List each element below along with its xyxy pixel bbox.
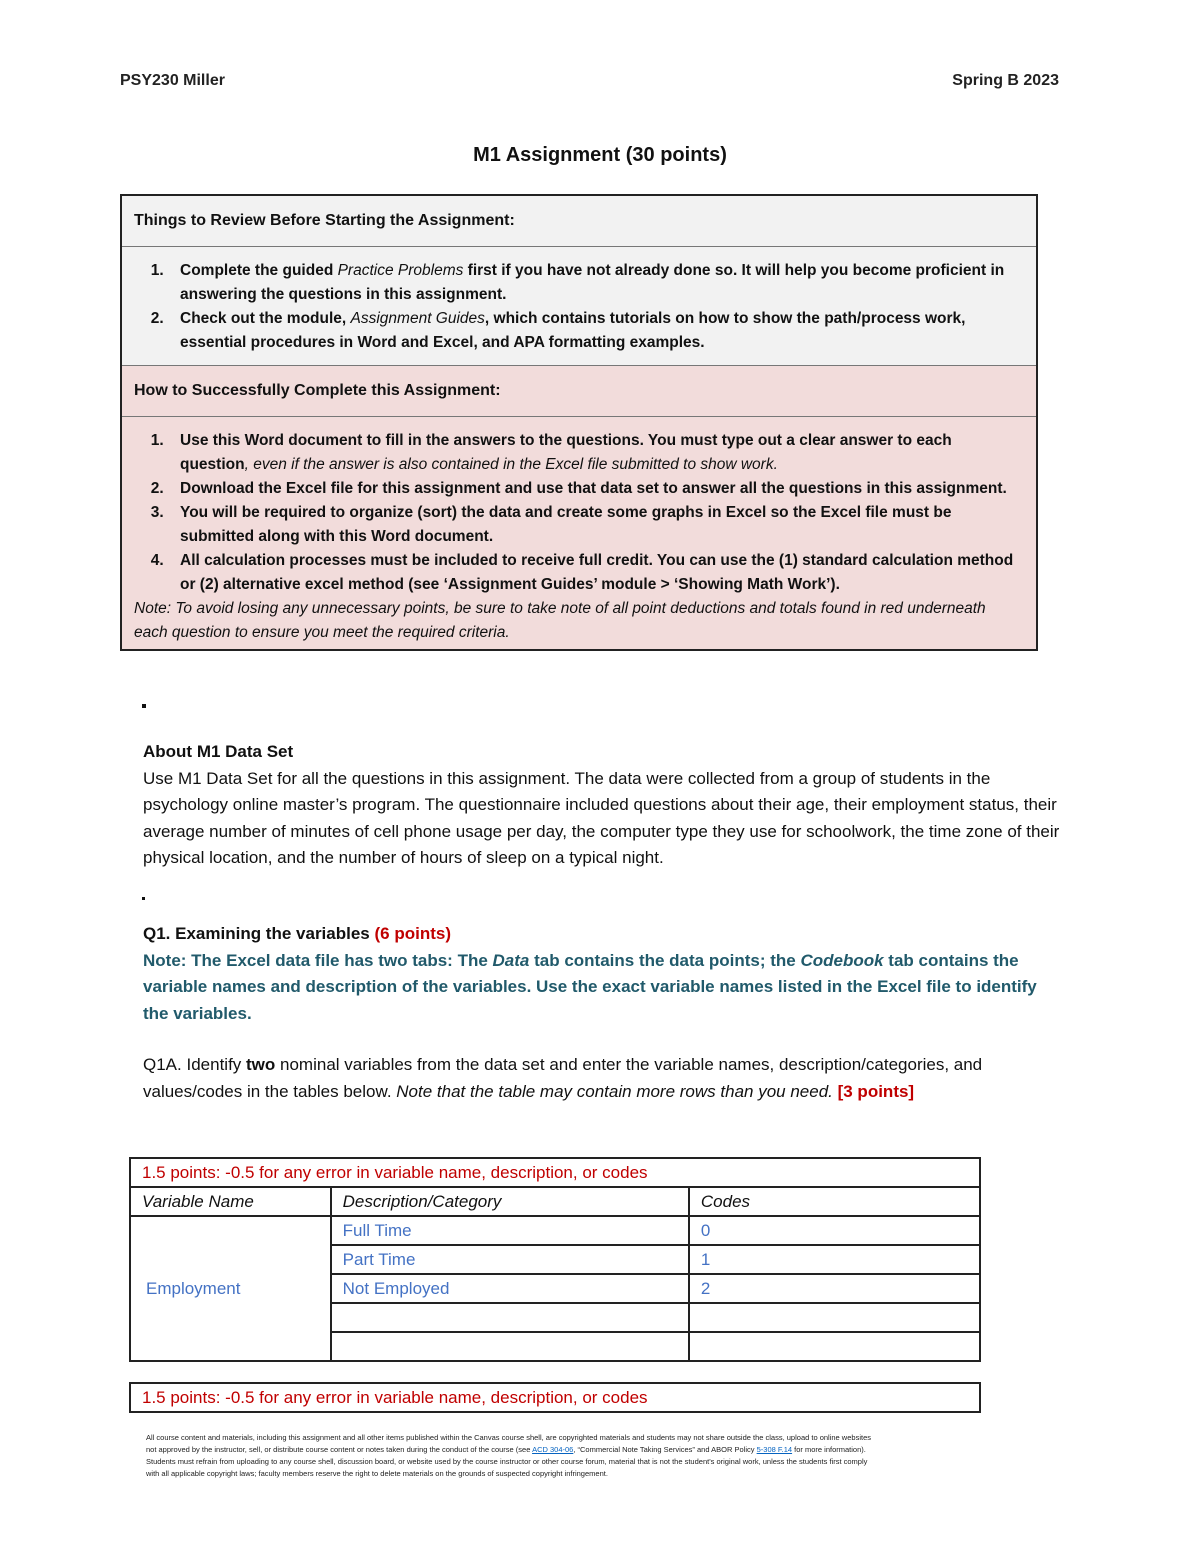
col-description: Description/Category xyxy=(331,1187,689,1216)
q1-note: Note: The Excel data file has two tabs: The Data tab contains the data points; the Codebook tab contains the variable names and description of the variables. Use the exact variable names listed in the Excel file to identify the variables. xyxy=(143,950,1037,1023)
howto-note: Note: To avoid losing any unnecessary points, be sure to take note of all point deductions and totals found in red underneath each question to ensure you meet the required criteria. xyxy=(134,600,986,641)
about-heading: About M1 Data Set xyxy=(143,742,294,761)
review-list xyxy=(134,259,1024,355)
code-cell[interactable] xyxy=(689,1332,980,1361)
description-cell[interactable]: Not Employed xyxy=(331,1274,689,1303)
q1a-section: Q1A. Identify two nominal variables from the data set and enter the variable names, description/categories, and values/codes in the tables below. Note that the table may contain more rows than you need. [3 points] xyxy=(143,1055,983,1101)
code-cell[interactable] xyxy=(689,1303,980,1332)
howto-item-4: 4. All calculation processes must be included to receive full credit. You can use the (1) standard calculation method or (2) alternative excel method (see ‘Assignment Guides’ module > ‘Showing Math Work’). xyxy=(168,549,1024,597)
howto-heading: How to Successfully Complete this Assignment: xyxy=(122,366,1036,417)
col-codes: Codes xyxy=(689,1187,980,1216)
page-title: M1 Assignment (30 points) xyxy=(473,144,727,166)
description-cell[interactable] xyxy=(331,1303,689,1332)
review-item-1: 1. Complete the guided Practice Problems first if you have not already done so. It will help you become proficient in answering the questions in this assignment. xyxy=(168,259,1024,307)
bullet-dot xyxy=(142,897,145,900)
q1a-italic-note: Note that the table may contain more rows than you need. xyxy=(396,1081,833,1101)
howto-list xyxy=(134,429,1024,597)
howto-section xyxy=(122,417,1036,649)
practice-problems-text: Practice Problems xyxy=(337,262,464,279)
howto-item-1: 1. Use this Word document to fill in the answers to the questions. You must type out a clear answer to each question, even if the answer is also contained in the Excel file submitted to show work. xyxy=(168,429,1024,477)
review-heading: Things to Review Before Starting the Assignment: xyxy=(122,196,1036,247)
review-item-2: 2. Check out the module, Assignment Guides, which contains tutorials on how to show the path/process work, essential procedures in Word and Excel, and APA formatting examples. xyxy=(168,307,1024,355)
howto-item-2: 2. Download the Excel file for this assignment and use that data set to answer all the questions in this assignment. xyxy=(168,477,1024,501)
instructions-box xyxy=(120,194,1038,651)
bullet-dot xyxy=(142,704,146,708)
about-text: Use M1 Data Set for all the questions in this assignment. The data were collected from a group of students in the psychology online master’s program. The questionnaire included questions about their age, their employment status, their average number of minutes of cell phone usage per day, the computer type they use for schoolwork, the time zone of their physical location, and the number of hours of sleep on a typical night. xyxy=(143,768,1060,867)
q1-points: (6 points) xyxy=(374,924,451,943)
nominal-variable-table-1 xyxy=(129,1157,981,1362)
code-cell[interactable]: 0 xyxy=(689,1216,980,1245)
table2-points-row: 1.5 points: -0.5 for any error in variable name, description, or codes xyxy=(130,1383,980,1412)
about-section xyxy=(143,739,1063,872)
howto-item-3: 3. You will be required to organize (sort) the data and create some graphs in Excel so the Excel file must be submitted along with this Word document. xyxy=(168,501,1024,549)
variable-name-cell[interactable]: Employment xyxy=(130,1216,331,1361)
acd-policy-link[interactable]: ACD 304-06 xyxy=(532,1445,574,1454)
header-term: Spring B 2023 xyxy=(952,72,1059,89)
code-cell[interactable]: 2 xyxy=(689,1274,980,1303)
assignment-guides-text: Assignment Guides xyxy=(350,310,485,327)
description-cell[interactable]: Full Time xyxy=(331,1216,689,1245)
abor-policy-link[interactable]: 5-308 F.14 xyxy=(756,1445,793,1454)
description-cell[interactable] xyxy=(331,1332,689,1361)
code-cell[interactable]: 1 xyxy=(689,1245,980,1274)
review-section xyxy=(122,247,1036,366)
q1a-points: [3 points] xyxy=(832,1081,915,1101)
header-course: PSY230 Miller xyxy=(120,72,225,89)
description-cell[interactable]: Part Time xyxy=(331,1245,689,1274)
col-variable-name: Variable Name xyxy=(130,1187,331,1216)
nominal-variable-table-2 xyxy=(129,1382,981,1413)
table1-points-row: 1.5 points: -0.5 for any error in variable name, description, or codes xyxy=(130,1158,980,1187)
q1a-label: Q1A xyxy=(143,1055,178,1074)
q1-heading: Q1. Examining the variables (6 points) xyxy=(143,924,451,943)
q1-section xyxy=(143,921,1063,1027)
copyright-footer: All course content and materials, including this assignment and all other items published within the Canvas course shell, are copyrighted materials and students may not share outside the class, upload to online websites not approved by the instructor, sell, or distribute course content or notes taken during the conduct of the course (see ACD 304-06, “Commercial Note Taking Services” and ABOR Policy 5-308 F.14 for more information). Students must refrain from uploading to any course shell, discussion board, or website used by the course instructor or other course forum, material that is not the student's original work, unless the students first comply with all applicable copyright laws; faculty members reserve the right to delete materials on the grounds of suspected copyright infringement. xyxy=(146,1433,871,1478)
